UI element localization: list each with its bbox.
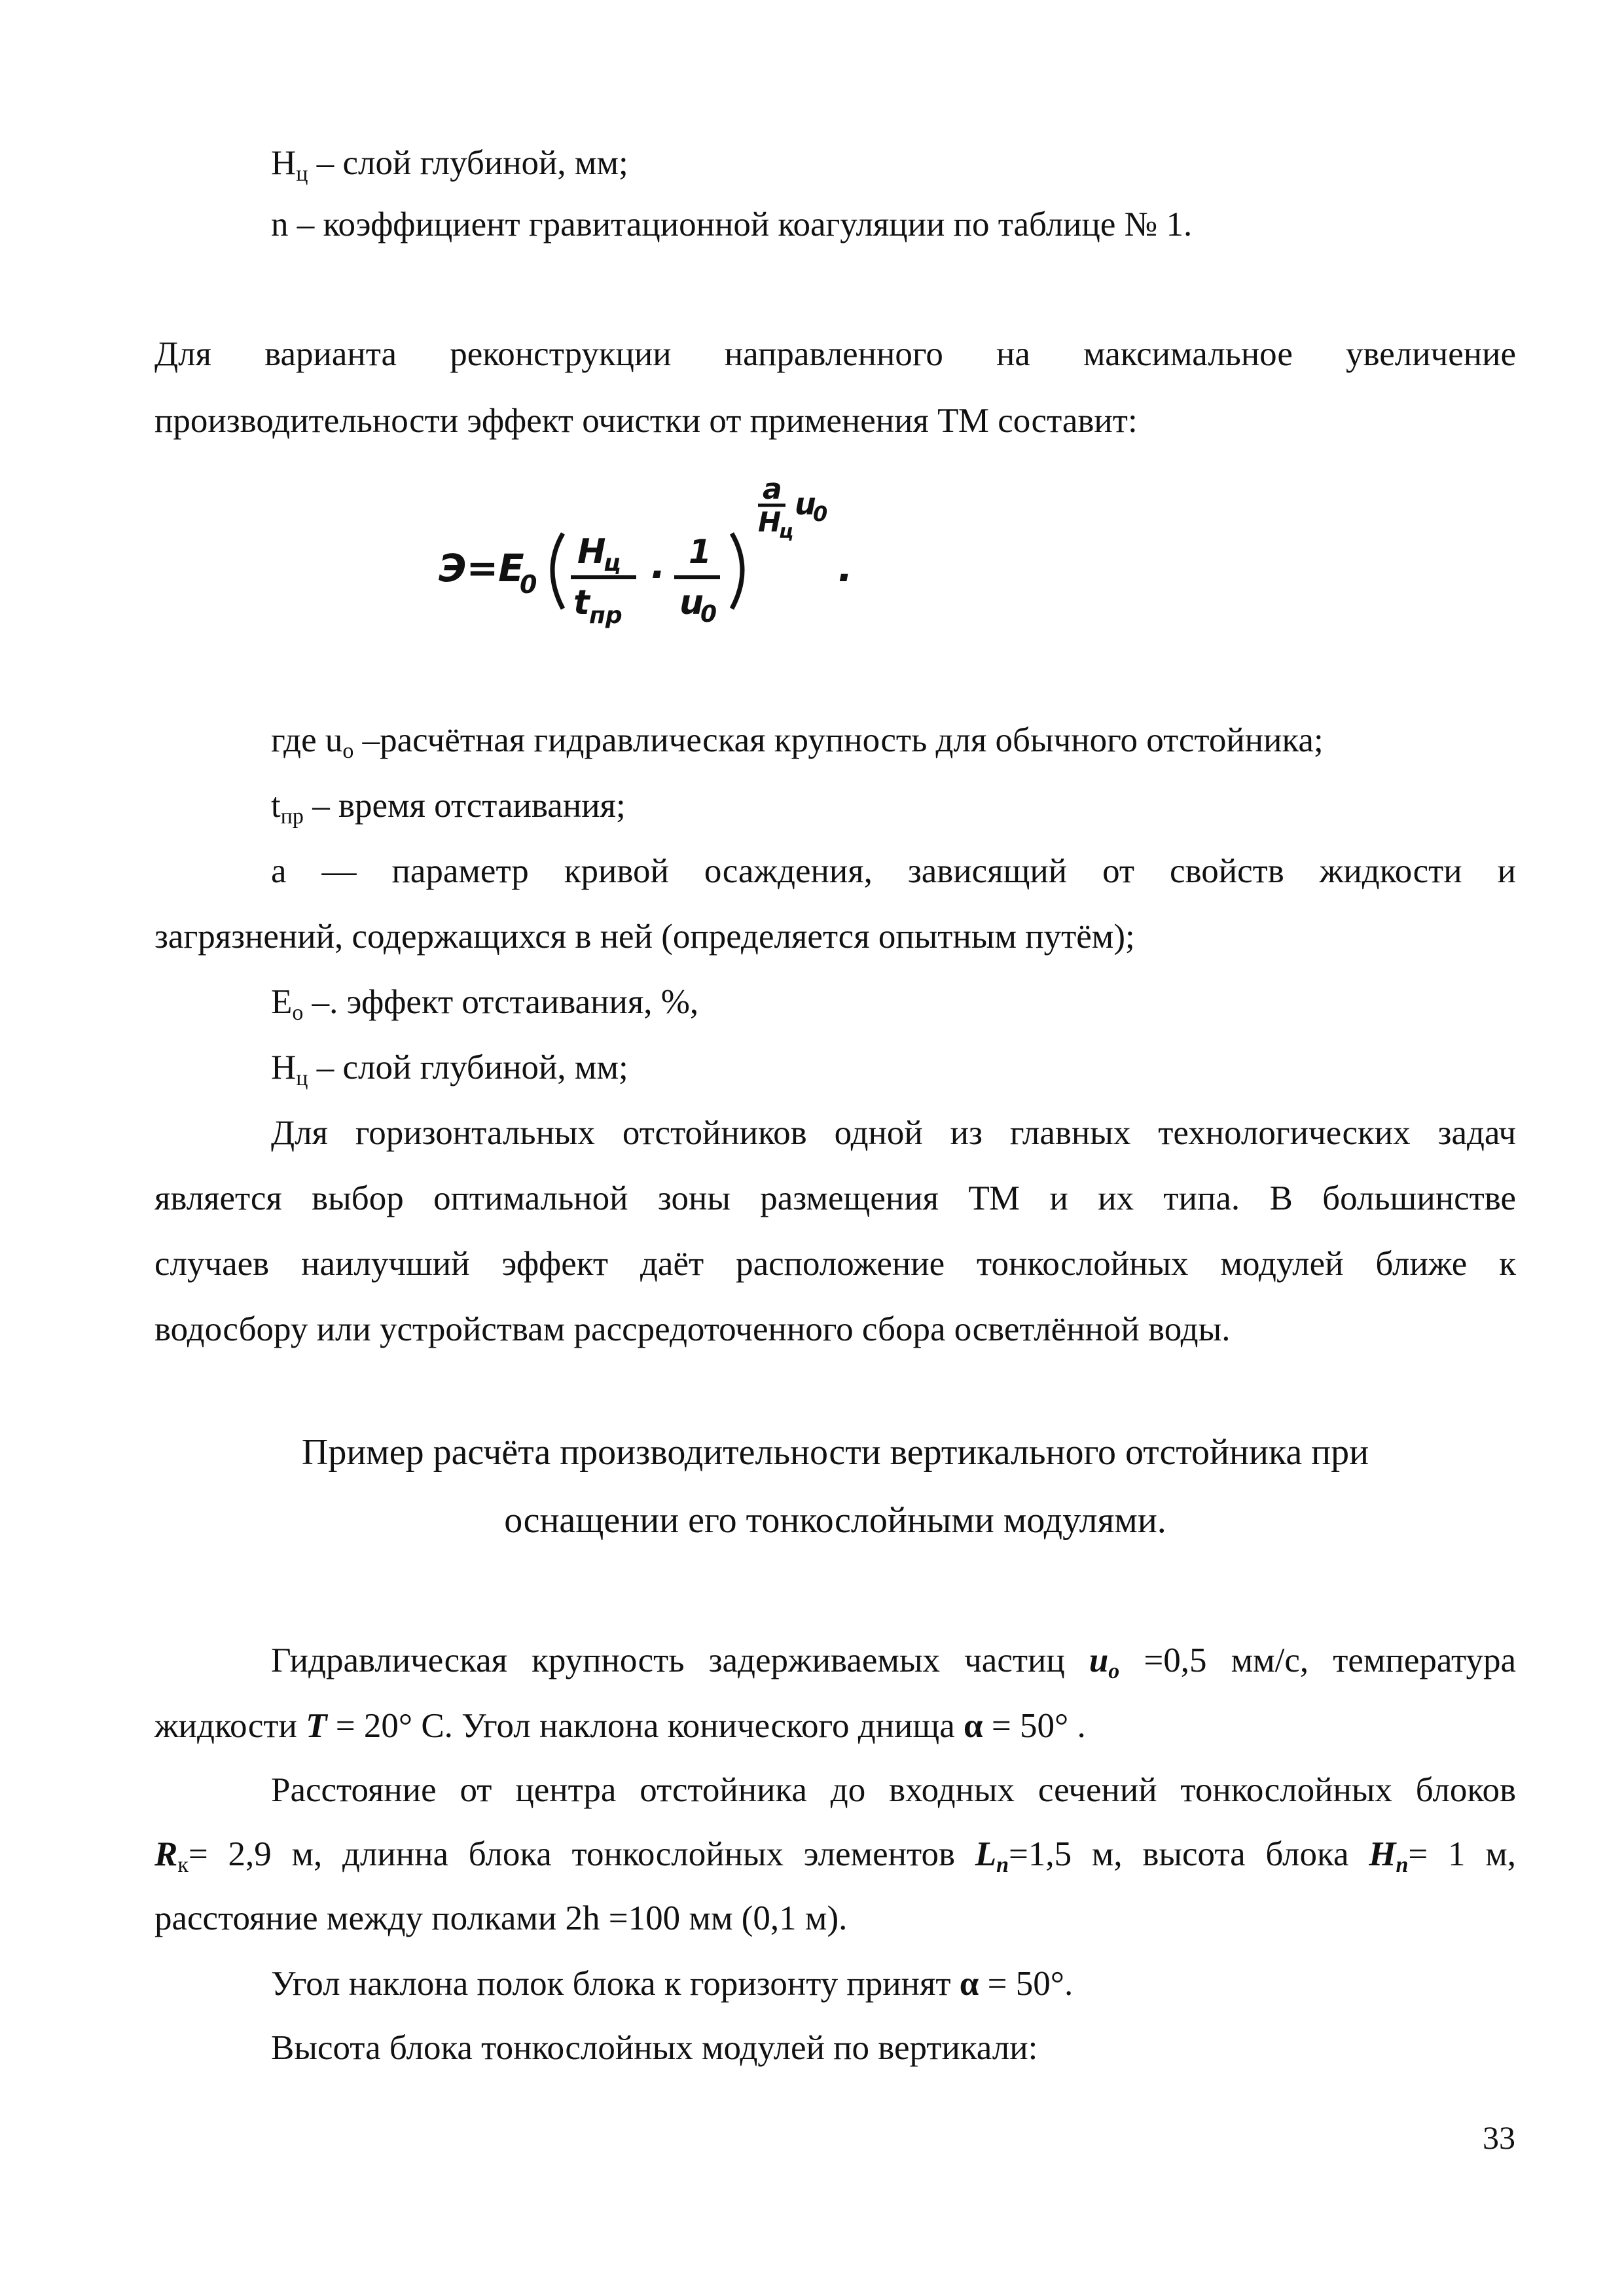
formula-dot: · [649, 552, 664, 598]
formula-num1: H [577, 532, 606, 571]
def-a-line-1: а — параметр кривой осаждения, зависящий от свойств жидкости и [271, 852, 1516, 890]
def-n: n – коэффициент гравитационной коагуляции по таблице № 1. [271, 206, 1193, 243]
formula-exp-num: a [763, 473, 782, 506]
horiz-line-4: водосбору или устройствам рассредоточенного сбора осветлённой воды. [154, 1310, 1231, 1348]
def-hc-top: Hц – слой глубиной, мм; [271, 144, 628, 186]
def-e: Eо –. эффект отстаивания, %, [271, 983, 699, 1025]
example-line-3: Расстояние от центра отстойника до входных сечений тонкослойных блоков [271, 1771, 1516, 1809]
left-paren [552, 533, 563, 609]
horiz-line-3: случаев наилучший эффект даёт расположение тонкослойных модулей ближе к [154, 1245, 1516, 1283]
example-line-7: Высота блока тонкослойных модулей по вертикали: [271, 2029, 1038, 2067]
example-line-1: Гидравлическая крупность задерживаемых частиц uo =0,5 мм/с, температура [271, 1641, 1517, 1683]
formula-end: . [838, 545, 853, 591]
example-line-4: Rк= 2,9 м, длинна блока тонкослойных элементов Lп=1,5 м, высота блока Hп= 1 м, [154, 1835, 1516, 1877]
def-a-line-2: загрязнений, содержащихся в ней (определяется опытным путём); [154, 918, 1135, 956]
example-line-2: жидкости T = 20° С. Угол наклона конического днища α = 50° . [154, 1707, 1086, 1745]
def-u0: где uо –расчётная гидравлическая крупность для обычного отстойника; [271, 721, 1324, 763]
formula-lhs: Э=E [439, 546, 524, 590]
formula-svg [432, 471, 956, 655]
formula-exp-den: H [758, 506, 782, 538]
formula-num1-sub: ц [604, 550, 621, 577]
horiz-line-1: Для горизонтальных отстойников одной из главных технологических задач [271, 1114, 1516, 1152]
formula-num2: 1 [689, 533, 712, 571]
formula-den1: t [573, 583, 590, 622]
intro-line-2: производительности эффект очистки от применения ТМ составит: [154, 402, 1138, 440]
section-heading-line-1: Пример расчёта производительности вертикального отстойника при [301, 1432, 1369, 1473]
formula-exp-den-sub: ц [779, 520, 794, 543]
def-t: tпр – время отстаивания; [271, 787, 626, 829]
formula-exp-u-sub: 0 [813, 501, 828, 526]
def-hc: Hц – слой глубиной, мм; [271, 1049, 628, 1090]
formula-den2-sub: 0 [700, 601, 717, 628]
efficiency-formula [432, 471, 956, 655]
formula-den2: u [679, 583, 704, 622]
formula-e-sub: 0 [520, 570, 537, 599]
right-paren [732, 533, 742, 609]
formula-den1-sub: пр [589, 602, 623, 629]
section-heading-line-2: оснащении его тонкослойными модулями. [504, 1500, 1166, 1541]
intro-line-1: Для варианта реконструкции направленного на максимальное увеличение [154, 335, 1516, 373]
page-number: 33 [1483, 2119, 1515, 2156]
horiz-line-2: является выбор оптимальной зоны размещения ТМ и их типа. В большинстве [154, 1179, 1516, 1217]
example-line-6: Угол наклона полок блока к горизонту принят α = 50°. [271, 1965, 1074, 2003]
formula-exp-u: u [795, 486, 816, 522]
example-line-5: расстояние между полками 2h =100 мм (0,1 м). [154, 1899, 848, 1937]
